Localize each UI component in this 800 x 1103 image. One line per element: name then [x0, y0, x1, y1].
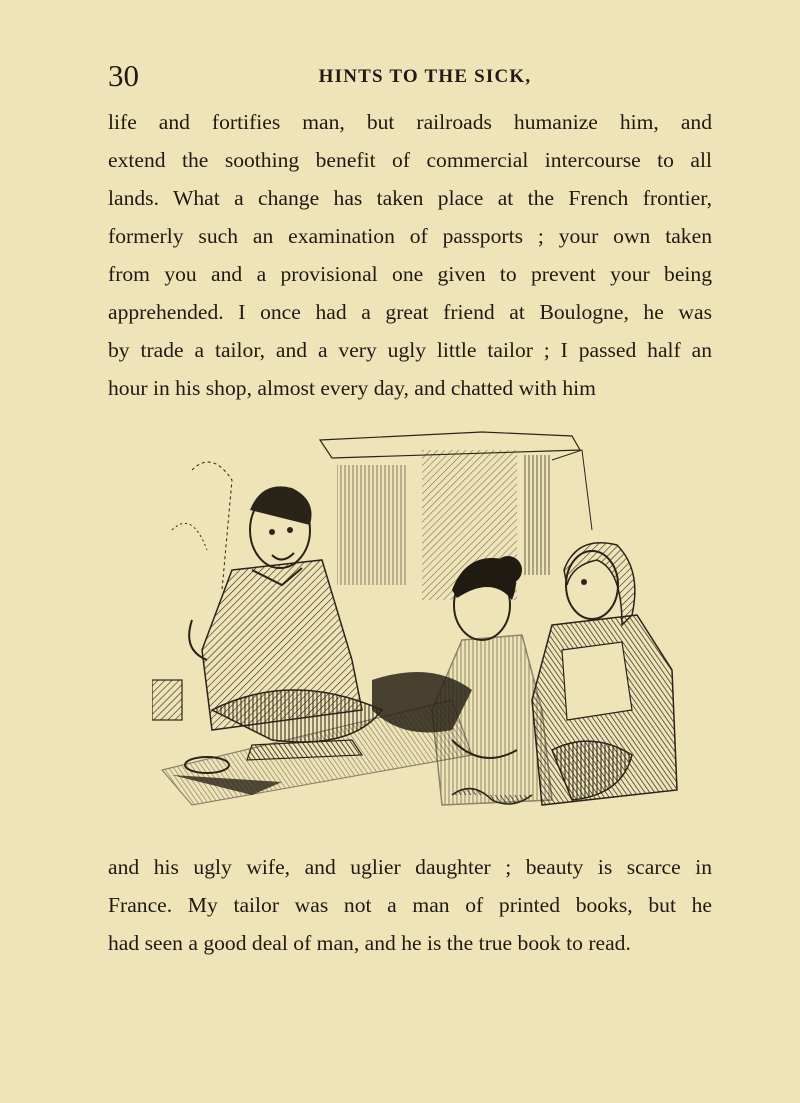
- body-text-before-figure: [108, 103, 712, 407]
- body-text-after-figure: [108, 848, 712, 962]
- page-number: 30: [108, 58, 139, 93]
- text-line: and his ugly wife, and uglier daughter ; beauty is scarce in: [108, 855, 712, 879]
- tailor-shop-engraving: [152, 410, 682, 830]
- text-line: extend the soothing benefit of commercial intercourse to all: [108, 148, 712, 172]
- text-line: had seen a good deal of man, and he is the true book to read.: [108, 931, 631, 955]
- text-line: lands. What a change has taken place at the French frontier,: [108, 186, 712, 210]
- text-line: hour in his shop, almost every day, and chatted with him: [108, 376, 596, 400]
- text-line: from you and a provisional one given to prevent your being: [108, 262, 712, 286]
- running-head: [108, 58, 712, 94]
- text-line: life and fortifies man, but railroads humanize him, and: [108, 110, 712, 134]
- text-line: apprehended. I once had a great friend at Boulogne, he was: [108, 300, 712, 324]
- text-line: France. My tailor was not a man of printed books, but he: [108, 893, 712, 917]
- running-title: HINTS TO THE SICK,: [318, 66, 532, 87]
- text-line: formerly such an examination of passports ; your own taken: [108, 224, 712, 248]
- engraved-illustration: [152, 410, 682, 830]
- text-line: by trade a tailor, and a very ugly little tailor ; I passed half an: [108, 338, 712, 362]
- daughter-figure: [532, 543, 677, 805]
